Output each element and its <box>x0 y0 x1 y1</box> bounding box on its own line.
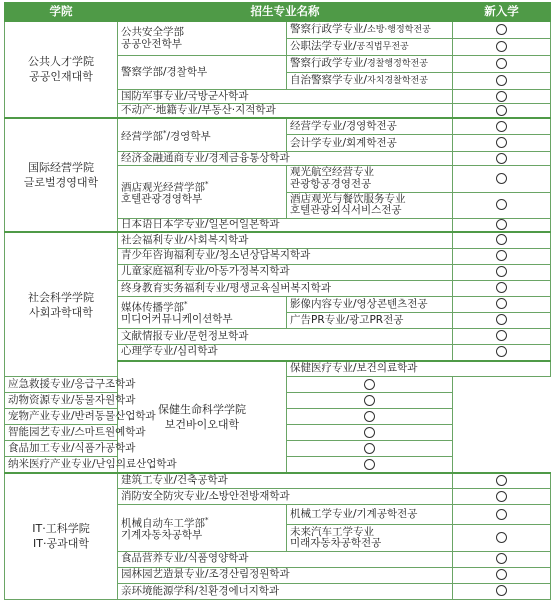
college-name-zh: 保健生命科学学院 <box>158 402 246 416</box>
major-cell: 心理学专业/심리학과 <box>118 344 453 360</box>
mark-cell <box>453 73 551 90</box>
circle-mark-icon <box>496 41 507 52</box>
table-header-row <box>5 3 551 22</box>
college-name-zh: 社会科学学院 <box>28 290 94 304</box>
major-cell: 观光航空经营专业 관광항공경영전공 <box>287 166 453 192</box>
mark-cell <box>453 232 551 248</box>
table-row <box>5 441 551 457</box>
college-name-zh: IT·工科学院 <box>32 522 90 536</box>
college-name-zh: 公共人才学院 <box>28 55 94 69</box>
circle-mark-icon <box>496 234 507 245</box>
mark-cell <box>287 441 453 457</box>
circle-mark-icon <box>496 314 507 325</box>
major-cell: 广告PR专业/광고PR전공 <box>287 312 453 328</box>
mark-cell <box>453 218 551 232</box>
circle-mark-icon <box>496 569 507 580</box>
circle-mark-icon <box>364 443 375 454</box>
major-cell: 自治警察学专业/자치경찰학전공 <box>287 73 453 90</box>
college-name-zh: 国际经营学院 <box>28 160 94 174</box>
circle-mark-icon <box>496 509 507 520</box>
circle-mark-icon <box>364 379 375 390</box>
mark-cell <box>287 409 453 425</box>
college-cell <box>5 22 118 118</box>
table-row <box>5 22 551 39</box>
major-cell: 宠物产业专业/반려동물산업학과 <box>5 409 287 425</box>
mark-cell <box>453 22 551 39</box>
major-cell: 消防安全防灾专业/소방안전방재학과 <box>118 489 453 505</box>
circle-mark-icon <box>496 298 507 309</box>
major-cell: 会计学专业/회계학전공 <box>287 135 453 152</box>
dept-cell: 酒店观光经营学部* 호텔관광경영학부 <box>118 166 287 218</box>
college-name-ko: 보건바이오대학 <box>164 417 240 431</box>
major-cell: 青少年咨询福利专业/청소년상담복지학과 <box>118 248 453 264</box>
mark-cell <box>453 104 551 118</box>
college-cell <box>5 473 118 600</box>
major-cell: 经营学专业/경영학전공 <box>287 118 453 135</box>
mark-cell <box>453 135 551 152</box>
circle-mark-icon <box>496 346 507 357</box>
mark-cell <box>453 473 551 489</box>
circle-mark-icon <box>496 137 507 148</box>
mark-cell <box>287 393 453 409</box>
major-cell: 国防军事专业/국방군사학과 <box>118 90 453 104</box>
table-row <box>5 425 551 441</box>
dept-cell <box>118 22 287 56</box>
circle-mark-icon <box>364 395 375 406</box>
major-cell: 日本语日本学专业/일본어일본학과 <box>118 218 453 232</box>
mark-cell <box>453 296 551 312</box>
major-cell: 保健医疗专业/보건의료학과 <box>287 361 551 377</box>
table-row <box>5 473 551 489</box>
mark-cell <box>453 166 551 192</box>
mark-cell <box>453 583 551 599</box>
circle-mark-icon <box>496 330 507 341</box>
mark-cell <box>453 39 551 56</box>
major-cell: 社会福利专业/사회복지학과 <box>118 232 453 248</box>
mark-cell <box>453 312 551 328</box>
mark-cell <box>287 425 453 441</box>
admission-majors-table <box>4 2 551 600</box>
dept-cell: 机械自动车工学部* 기계자동차공학부 <box>118 505 287 551</box>
mark-cell <box>453 248 551 264</box>
dept-name-ko: 공공안전학부 <box>121 37 182 50</box>
dept-cell: 媒体传播学部* 미디어커뮤니케이션학부 <box>118 296 287 328</box>
major-cell: 亲环境能源学科/친환경에너지학과 <box>118 583 453 599</box>
major-cell: 未来汽车工学专业 미래자동차공학전공 <box>287 525 453 551</box>
mark-cell <box>453 264 551 280</box>
college-name-ko: 공공인재대학 <box>29 70 93 84</box>
major-cell: 酒店观光与餐饮服务专业 호텔관광외식서비스전공 <box>287 192 453 218</box>
college-name-ko: IT·공과대학 <box>33 537 89 551</box>
mark-cell <box>453 56 551 73</box>
major-cell: 应急救援专业/응급구조학과 <box>5 377 287 393</box>
dept-name-zh: 公共安全学部 <box>121 26 184 39</box>
mark-cell <box>453 567 551 583</box>
circle-mark-icon <box>496 532 507 543</box>
circle-mark-icon <box>496 91 507 102</box>
mark-cell <box>453 192 551 218</box>
major-cell: 食品加工专业/식품가공학과 <box>5 441 287 457</box>
major-cell: 影像内容专业/영상콘텐츠전공 <box>287 296 453 312</box>
header-new-student: 新入学 <box>453 3 551 22</box>
major-cell: 智能园艺专业/스마트원예학과 <box>5 425 287 441</box>
major-cell: 公职法学专业/공직법무전공 <box>287 39 453 56</box>
circle-mark-icon <box>496 105 507 116</box>
circle-mark-icon <box>496 153 507 164</box>
mark-cell <box>453 551 551 567</box>
circle-mark-icon <box>496 121 507 132</box>
major-cell: 食品营养专业/식품영양학과 <box>118 551 453 567</box>
circle-mark-icon <box>496 585 507 596</box>
circle-mark-icon <box>496 282 507 293</box>
circle-mark-icon <box>364 459 375 470</box>
major-cell: 经济金融通商专业/경제금융통상학과 <box>118 152 453 166</box>
major-cell: 动物资源专业/동물자원학과 <box>5 393 287 409</box>
mark-cell <box>453 525 551 551</box>
college-cell <box>5 232 118 376</box>
circle-mark-icon <box>496 553 507 564</box>
table-row <box>5 393 551 409</box>
table-row <box>5 377 551 393</box>
header-major: 招生专业名称 <box>118 3 453 22</box>
college-name-ko: 글로벌경영대학 <box>23 175 99 189</box>
table-row <box>5 118 551 135</box>
circle-mark-icon <box>496 266 507 277</box>
major-cell: 园林园艺造景专业/조경산림정원학과 <box>118 567 453 583</box>
mark-cell <box>453 328 551 344</box>
table-row <box>5 232 551 248</box>
circle-mark-icon <box>364 427 375 438</box>
major-cell: 儿童家庭福利专业/아동가정복지학과 <box>118 264 453 280</box>
table-row <box>5 409 551 425</box>
mark-cell <box>453 152 551 166</box>
mark-cell <box>453 489 551 505</box>
table-row <box>5 457 551 473</box>
major-cell: 终身教育实务福利专业/평생교육실버복지학과 <box>118 280 453 296</box>
major-cell: 纳米医疗产业专业/난임의료산업학과 <box>5 457 287 473</box>
major-cell: 机械工学专业/기계공학전공 <box>287 505 453 525</box>
dept-cell: 警察学部/경찰학부 <box>118 56 287 90</box>
major-cell: 建筑工专业/건축공학과 <box>118 473 453 489</box>
mark-cell <box>453 344 551 360</box>
major-cell: 警察行政学专业/소방·행정학전공 <box>287 22 453 39</box>
circle-mark-icon <box>496 219 507 230</box>
major-cell: 警察行政学专业/경찰행정학전공 <box>287 56 453 73</box>
circle-mark-icon <box>496 250 507 261</box>
mark-cell <box>287 377 453 393</box>
circle-mark-icon <box>496 24 507 35</box>
circle-mark-icon <box>496 475 507 486</box>
circle-mark-icon <box>496 199 507 210</box>
dept-cell: 经营学部*/경영학부 <box>118 118 287 152</box>
mark-cell <box>287 457 453 473</box>
mark-cell <box>453 118 551 135</box>
circle-mark-icon <box>496 58 507 69</box>
circle-mark-icon <box>364 411 375 422</box>
college-name-ko: 사회과학대학 <box>29 305 93 319</box>
major-cell: 文献情报专业/문헌정보학과 <box>118 328 453 344</box>
circle-mark-icon <box>496 491 507 502</box>
college-cell <box>5 118 118 232</box>
header-college: 学院 <box>5 3 118 22</box>
circle-mark-icon <box>496 173 507 184</box>
mark-cell <box>453 280 551 296</box>
mark-cell <box>453 90 551 104</box>
circle-mark-icon <box>496 75 507 86</box>
major-cell: 不动产·地籍专业/부동산·지적학과 <box>118 104 453 118</box>
mark-cell <box>453 505 551 525</box>
